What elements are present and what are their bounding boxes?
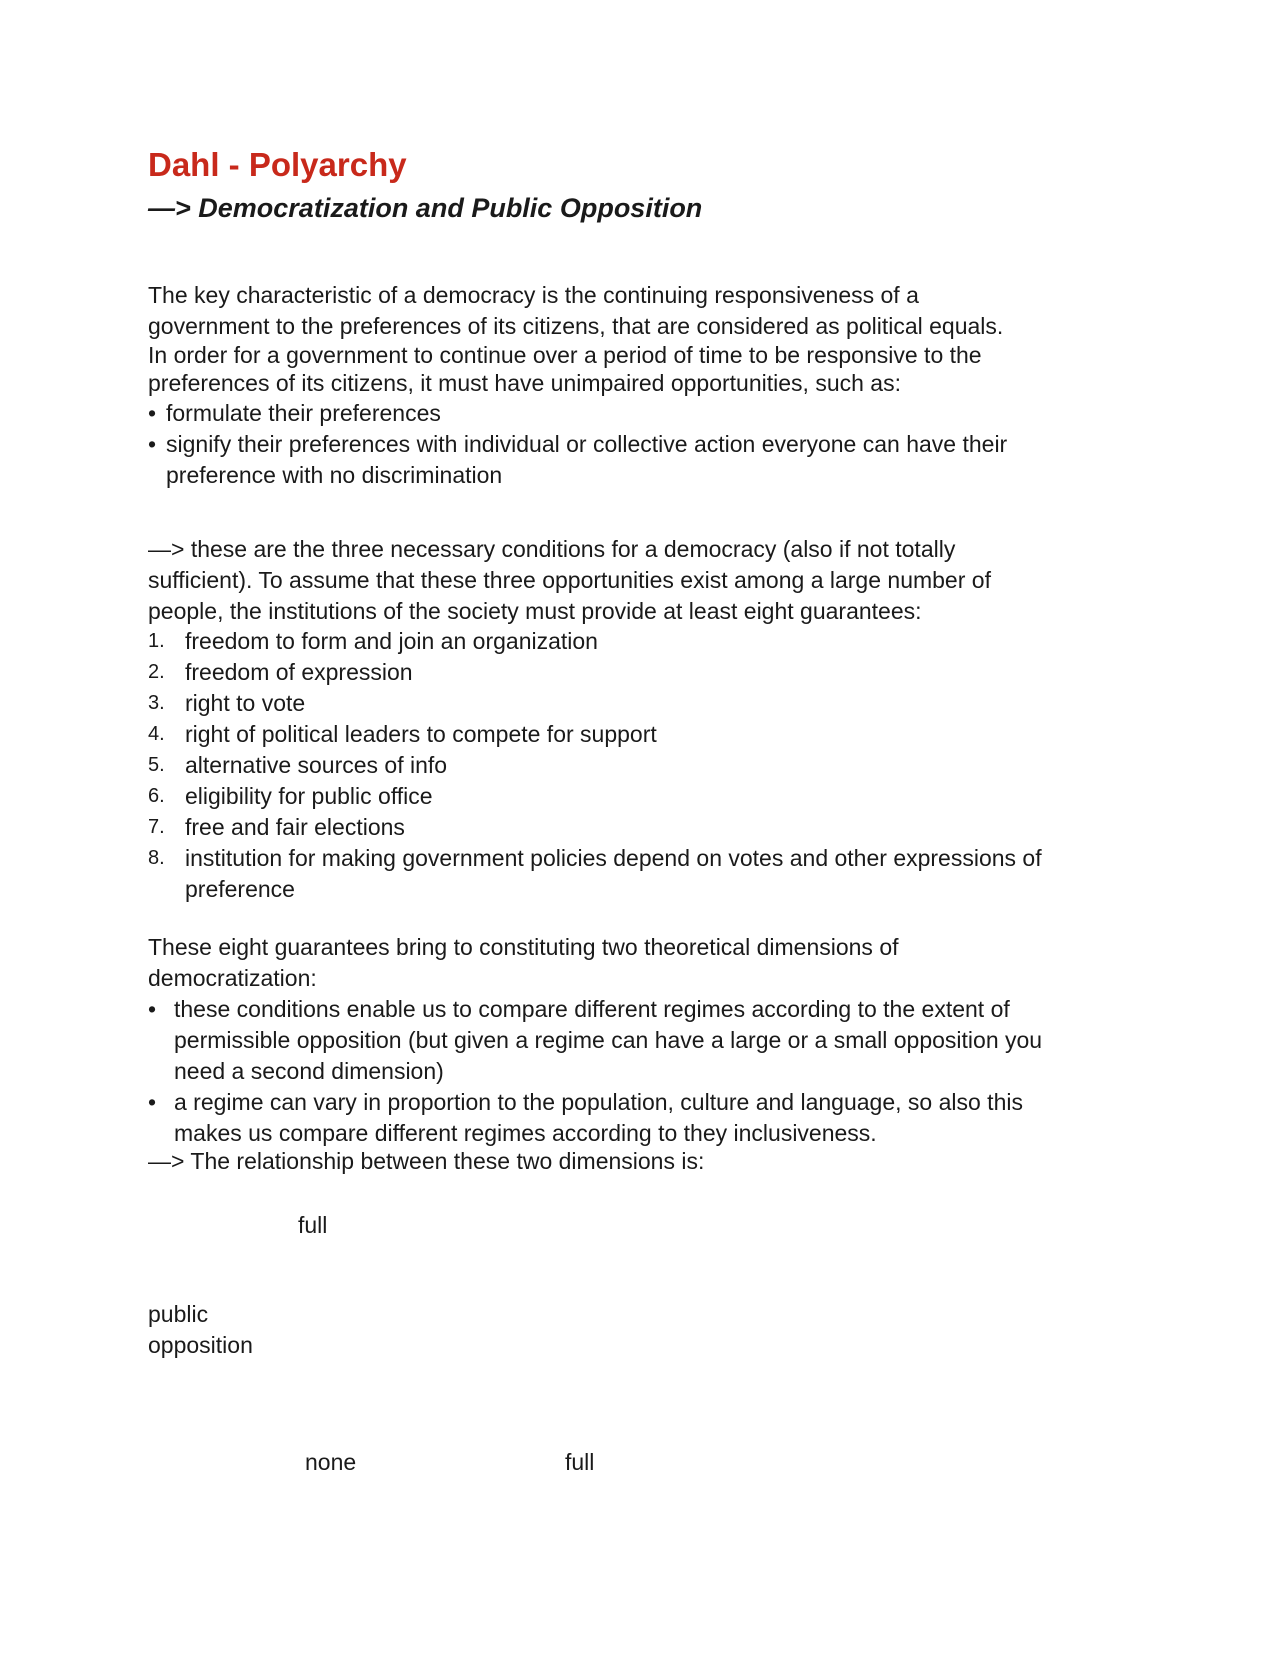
list-number: 8. [148,847,165,869]
text-line: —> these are the three necessary conditions for a democracy (also if not totally [148,536,956,562]
y-axis-top-label: full [298,1212,328,1238]
guarantee-item [148,719,1148,750]
list-item-text: right of political leaders to compete for support [185,721,657,747]
list-number: 4. [148,723,165,745]
dimensions-paragraph [148,932,1148,1177]
guarantee-item [148,688,1148,719]
x-axis-left-label: none [305,1449,357,1475]
page-subtitle: —> Democratization and Public Opposition [148,193,703,223]
list-number: 7. [148,816,165,838]
list-number: 5. [148,754,165,776]
intro-paragraph [148,280,1148,491]
guarantee-item [148,750,1148,781]
text-line: sufficient). To assume that these three opportunities exist among a large number of [148,567,991,593]
conditions-paragraph [148,534,1148,905]
x-axis-right-label: full [565,1449,595,1475]
list-item [148,994,1148,1087]
guarantee-item [148,781,1148,812]
guarantee-item [148,843,1148,905]
list-item-text: preference [185,876,295,902]
bullet-mark: • [148,996,157,1022]
text-line: These eight guarantees bring to constituting two theoretical dimensions of [148,934,899,960]
bullet-mark: • [148,1089,157,1115]
text-line: people, the institutions of the society must provide at least eight guarantees: [148,598,922,624]
bullet-mark: • [148,400,157,426]
list-item-text: signify their preferences with individual or collective action everyone can have their [166,431,1008,457]
list-item-text: a regime can vary in proportion to the population, culture and language, so also this [174,1089,1023,1115]
list-item [148,1087,1148,1149]
guarantee-item [148,812,1148,843]
list-number: 3. [148,692,165,714]
list-item-text: need a second dimension) [174,1058,444,1084]
list-item-text: alternative sources of info [185,752,448,778]
list-item-text: formulate their preferences [166,400,441,426]
bullet-mark: • [148,431,157,457]
list-number: 6. [148,785,165,807]
text-line: In order for a government to continue over a period of time to be responsive to the [148,342,982,368]
y-axis-label-line-1: public [148,1301,209,1327]
page-title: Dahl - Polyarchy [148,146,407,183]
text-line: The key characteristic of a democracy is the continuing responsiveness of a [148,282,919,308]
list-item-text: eligibility for public office [185,783,433,809]
guarantee-item [148,657,1148,688]
list-item-text: freedom to form and join an organization [185,628,598,654]
text-line: preferences of its citizens, it must have unimpaired opportunities, such as: [148,370,901,396]
list-item-text: preference with no discrimination [166,462,503,488]
list-item-text: right to vote [185,690,306,716]
list-item [148,398,1148,429]
relationship-line: —> The relationship between these two dimensions is: [148,1148,705,1174]
list-item-text: freedom of expression [185,659,413,685]
y-axis-label-line-2: opposition [148,1332,253,1358]
text-line: democratization: [148,965,317,991]
list-number: 2. [148,661,165,683]
list-item-text: makes us compare different regimes according to they inclusiveness. [174,1120,877,1146]
text-line: government to the preferences of its citizens, that are considered as political equals. [148,313,1004,339]
list-item-text: free and fair elections [185,814,405,840]
list-number: 1. [148,630,165,652]
list-item [148,429,1148,491]
list-item-text: these conditions enable us to compare different regimes according to the extent of [174,996,1010,1022]
list-item-text: institution for making government policies depend on votes and other expressions of [185,845,1042,871]
guarantee-item [148,626,1148,657]
list-item-text: permissible opposition (but given a regime can have a large or a small opposition you [174,1027,1043,1053]
